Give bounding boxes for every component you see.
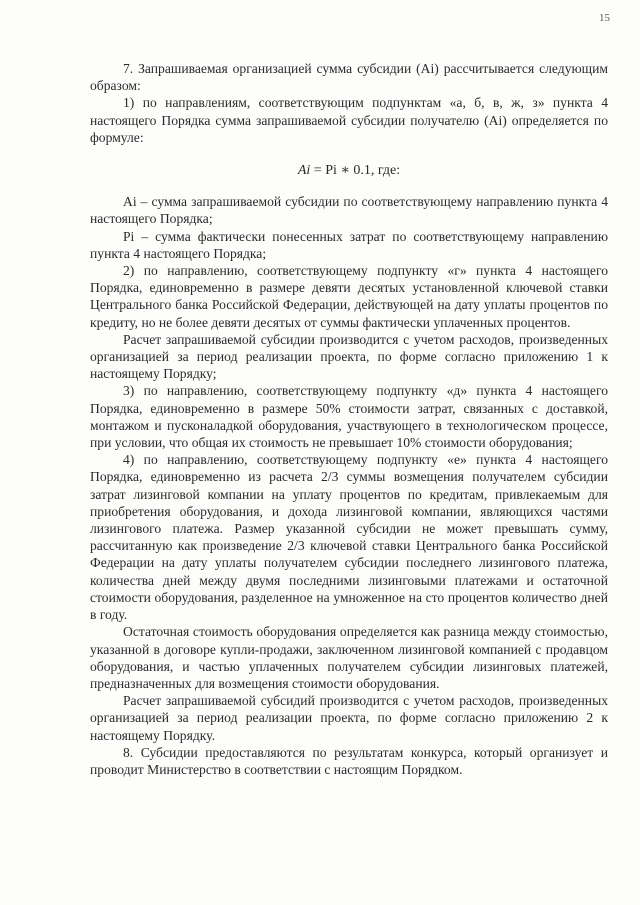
- paragraph-calc-2: Расчет запрашиваемой субсидий производится с учетом расходов, произведенных организацией за период реализации проекта, по форме согласно приложению 2 к настоящему Порядку.: [90, 693, 608, 743]
- paragraph-7-1: 1) по направлениям, соответствующим подпунктам «а, б, в, ж, з» пункта 4 настоящего Порядка сумма запрашиваемой субсидии получателю (Ai) определяется по формуле:: [90, 95, 608, 145]
- paragraph-7-4: 4) по направлению, соответствующему подпункту «е» пункта 4 настоящего Порядка, единовременно из расчета 2/3 суммы возмещения получателем субсидии затрат лизинговой компании на уплату процентов по кредитам, привлекаемым для приобретения оборудования, и дохода лизинговой компании, являющихся частями лизингового платежа. Размер указанной субсидии не может превышать сумму, рассчитанную как произведение 2/3 ключевой ставки Центрального банка Российской Федерации на дату уплаты получателем субсидии последнего лизингового платежа, количества дней между двумя последними лизинговыми платежами и остаточной стоимости оборудования, разделенное на умноженное на сто процентов количество дней в году.: [90, 452, 608, 623]
- formula: [90, 162, 608, 179]
- paragraph-8: 8. Субсидии предоставляются по результатам конкурса, который организует и проводит Министерство в соответствии с настоящим Порядком.: [90, 744, 608, 777]
- paragraph-7-3: 3) по направлению, соответствующему подпункту «д» пункта 4 настоящего Порядка, единовременно в размере 50% стоимости затрат, связанных с доставкой, монтажом и пусконаладкой оборудования, участвующего в технологическом процессе, при условии, что общая их стоимость не превышает 10% стоимости оборудования;: [90, 383, 608, 451]
- paragraph-calc-1: Расчет запрашиваемой субсидии производится с учетом расходов, произведенных организацией за период реализации проекта, по форме согласно приложению 1 к настоящему Порядку;: [90, 331, 608, 382]
- formula-rhs: = Pi ∗ 0.1, где:: [313, 163, 401, 179]
- paragraph-7-2: 2) по направлению, соответствующему подпункту «г» пункта 4 настоящего Порядка, единовременно в размере девяти десятых установленной ключевой ставки Центрального банка Российской Федерации, действующей на дату уплаты процентов по кредиту, но не более девяти десятых от суммы фактически уплаченных процентов.: [90, 263, 608, 330]
- paragraph-7: 7. Запрашиваемая организацией сумма субсидии (Ai) рассчитывается следующим образом:: [90, 61, 608, 94]
- page-number: 15: [599, 12, 610, 24]
- formula-lhs: Ai: [297, 163, 311, 179]
- definition-pi: Pi – сумма фактически понесенных затрат по соответствующему направлению пункта 4 настоящего Порядка;: [90, 228, 608, 261]
- paragraph-residual-value: Остаточная стоимость оборудования определяется как разница между стоимостью, указанной в договоре купли-продажи, заключенном лизинговой компанией с продавцом оборудования, и частью уплаченных получателем субсидии лизинговых платежей, предназначенных для возмещения стоимости оборудования.: [90, 624, 608, 691]
- document-body: [90, 60, 608, 778]
- definition-ai: Ai – сумма запрашиваемой субсидии по соответствующему направлению пункта 4 настоящего Порядка;: [90, 194, 608, 227]
